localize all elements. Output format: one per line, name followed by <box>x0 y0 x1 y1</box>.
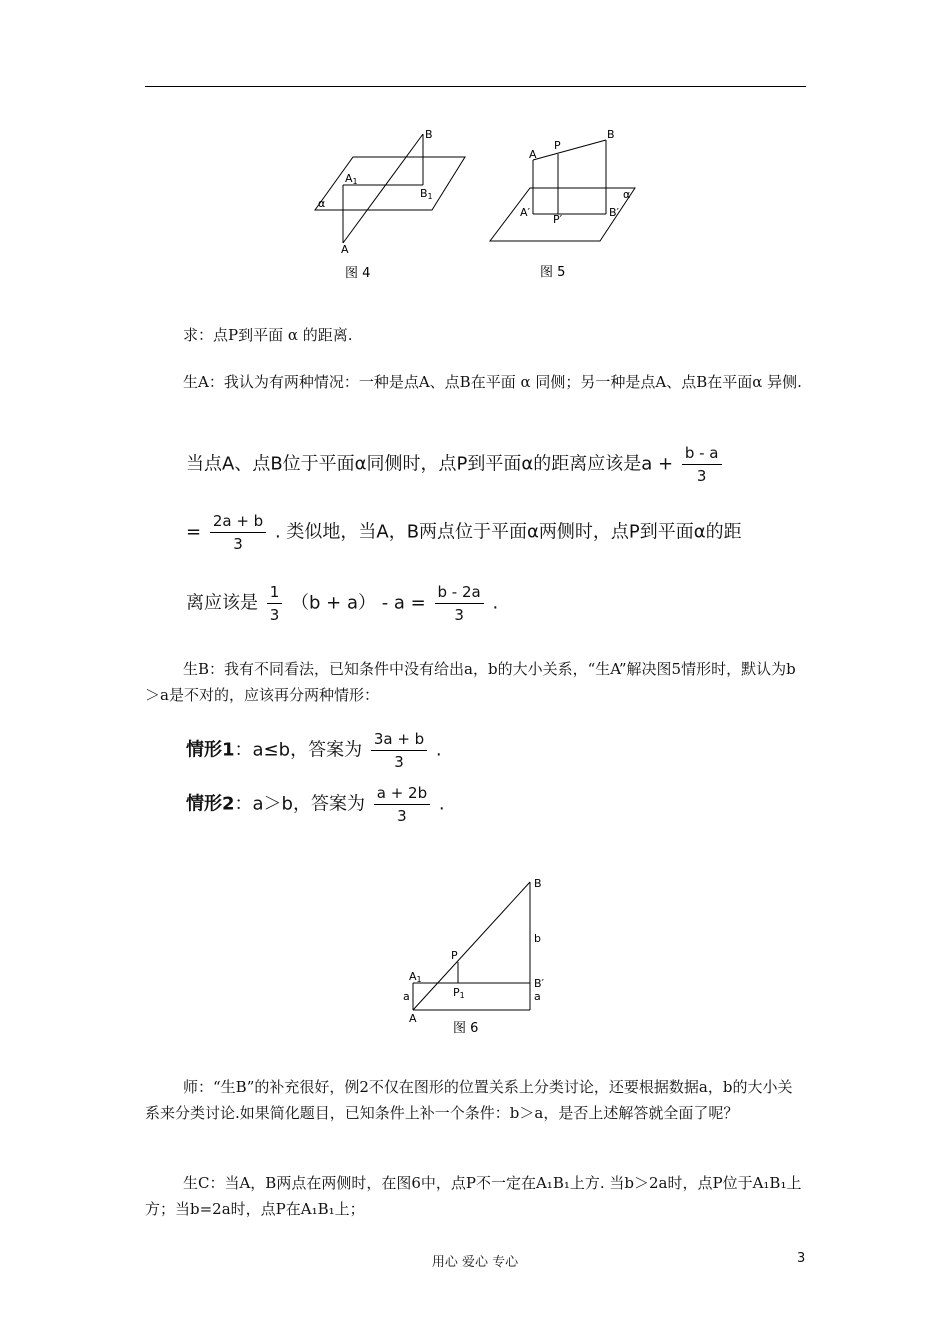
case1-text: ：a≤b，答案为 <box>234 739 363 761</box>
fig4-label-A1: A1 <box>345 172 358 186</box>
para-student-a: 生A：我认为有两种情况：一种是点A、点B在平面 α 同侧；另一种是点A、点B在平面α 异侧. <box>183 373 802 391</box>
fig4-label-alpha: α <box>318 197 326 210</box>
math3-post: . <box>492 592 499 614</box>
fig6-label-B: B <box>534 877 542 890</box>
case1-post: . <box>435 739 442 761</box>
fig5-label-alpha: α <box>623 188 631 201</box>
fig5-label-Ap: A′ <box>520 206 531 219</box>
math-line-1 <box>186 444 725 485</box>
fig5-caption: 图 5 <box>540 265 566 280</box>
para-teacher: 师：“生B”的补充很好，例2不仅在图形的位置关系上分类讨论，还要根据数据a，b的大小关系来分类讨论.如果简化题目，已知条件上补一个条件：b＞a，是否上述解答就全面了呢？ <box>145 1078 793 1122</box>
fig6-label-A: A <box>409 1012 417 1025</box>
fig6-label-a1: a <box>403 990 410 1003</box>
fig5-label-Bp: B′ <box>609 206 620 219</box>
fig5-label-Pp: P′ <box>553 213 563 226</box>
fig4-label-A: A <box>341 243 349 256</box>
fig4-caption: 图 4 <box>345 266 371 281</box>
case2-text: ：a＞b，答案为 <box>234 793 365 815</box>
math-line-2 <box>186 512 742 553</box>
para-question: 求：点P到平面 α 的距离. <box>183 326 353 344</box>
fig5-label-P: P <box>554 139 561 152</box>
case2-label: 情形2 <box>186 793 235 815</box>
fig6-label-A1: A1 <box>409 970 422 984</box>
fraction: $\frac{b - 2a}{3}$ <box>435 583 484 624</box>
fig5-label-B: B <box>607 128 615 141</box>
fig6-caption: 图 6 <box>453 1021 479 1036</box>
case2-post: . <box>438 793 445 815</box>
fig6-label-P1: P1 <box>453 986 465 1000</box>
fraction: $\frac{b - a}{3}$ <box>682 444 722 485</box>
para-student-b: 生B：我有不同看法，已知条件中没有给出a，b的大小关系，“生A”解决图5情形时，默认为b＞a是不对的，应该再分两种情形： <box>145 660 796 704</box>
fig6-label-b: b <box>534 932 541 945</box>
case-1 <box>186 730 442 771</box>
math-line-3 <box>186 583 498 624</box>
header-rule <box>145 86 806 87</box>
fig6-label-Bp: B′ <box>534 977 545 990</box>
para-student-c: 生C：当A，B两点在两侧时，在图6中，点P不一定在A₁B₁上方. 当b＞2a时，点P位于A₁B₁上方；当b=2a时，点P在A₁B₁上； <box>145 1174 802 1218</box>
fraction: $\frac{a + 2b}{3}$ <box>374 784 430 825</box>
case1-label: 情形1 <box>186 739 235 761</box>
figure-4 <box>305 120 475 290</box>
fig6-label-P: P <box>451 949 458 962</box>
fraction: $\frac{1}{3}$ <box>267 583 283 624</box>
figure-5 <box>485 120 655 290</box>
case-2 <box>186 784 445 825</box>
fig6-label-a2: a <box>534 990 541 1003</box>
fig4-label-B: B <box>425 128 433 141</box>
math3-mid: （b + a） - a = <box>291 592 426 614</box>
math2-pre: = <box>186 521 202 543</box>
math1-text: 当点A、点B位于平面α同侧时，点P到平面α的距离应该是a + <box>186 453 674 475</box>
footer-text: 用心 爱心 专心 <box>431 1255 519 1270</box>
page-number: 3 <box>797 1251 806 1266</box>
figure-6 <box>395 872 565 1037</box>
math3-pre: 离应该是 <box>186 592 258 614</box>
fraction: $\frac{3a + b}{3}$ <box>371 730 427 771</box>
fig5-label-A: A <box>529 148 537 161</box>
math2-text: . 类似地，当A，B两点位于平面α两侧时，点P到平面α的距 <box>274 521 742 543</box>
fig4-label-B1: B1 <box>420 187 433 201</box>
fraction: $\frac{2a + b}{3}$ <box>210 512 266 553</box>
